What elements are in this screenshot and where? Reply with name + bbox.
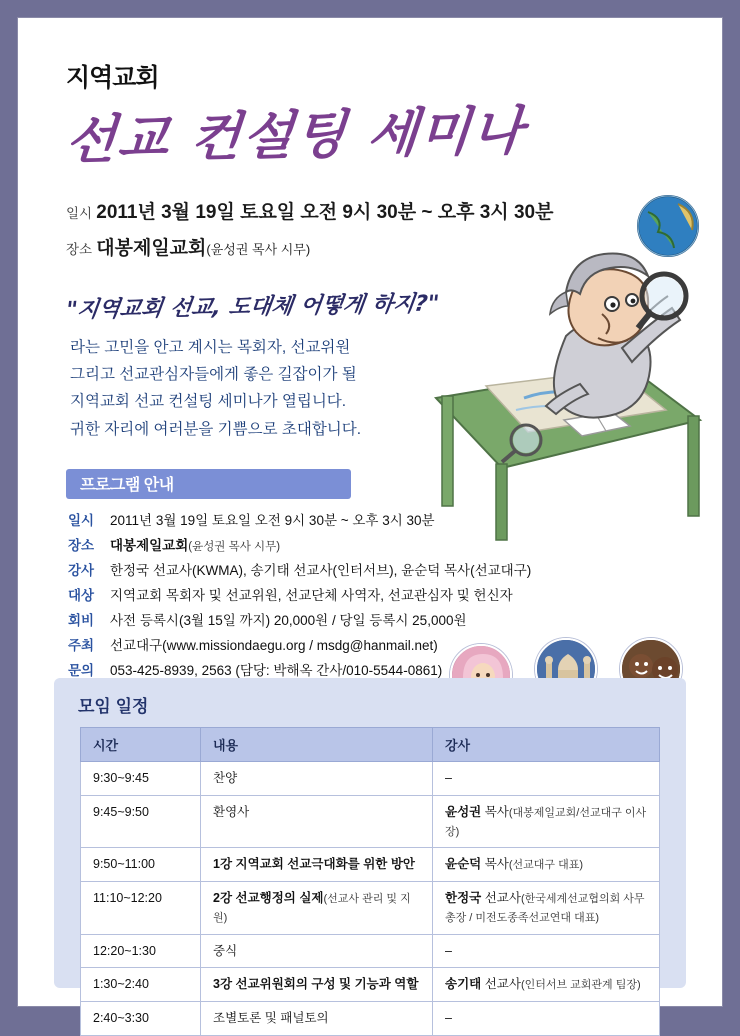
speaker-role: 목사: [484, 857, 509, 872]
poster-canvas: [18, 18, 722, 1025]
cell-speaker: –: [433, 762, 660, 796]
speaker-affiliation: (선교대구 대표): [508, 859, 584, 872]
program-key: 일시: [68, 512, 95, 528]
program-value: 선교대구(www.missiondaegu.org / msdg@hanmail.net): [110, 637, 438, 653]
col-time: 시간: [81, 728, 201, 762]
table-row: [81, 968, 660, 1002]
speaker-affiliation: (한국세계선교협의회 사무총장 / 미전도종족선교연대 대표): [445, 893, 645, 924]
cell-time: 1:30~2:40: [81, 968, 201, 1002]
speaker-role: 선교사: [484, 977, 521, 992]
header-place-note: (윤성권 목사 시무): [206, 242, 311, 258]
cell-content: 중식: [201, 934, 433, 968]
cell-speaker: [433, 795, 660, 848]
program-value: 한정국 선교사(KWMA), 송기태 선교사(인터서브), 윤순덕 목사(선교대구): [110, 562, 532, 578]
content-title: 3강 선교위원회의 구성 및 기능과 역할: [213, 977, 419, 992]
program-key: 장소: [68, 537, 95, 553]
table-row: [81, 848, 660, 882]
table-row: [81, 1002, 660, 1036]
intro-question: "지역교회 선교, 도대체 어떻게 하지?": [64, 291, 441, 324]
content-note: (선교사 관리 및 지원): [213, 893, 411, 924]
program-key: 강사: [68, 562, 95, 578]
header-kicker: 지역교회: [66, 64, 159, 92]
program-key: 대상: [68, 587, 95, 603]
cell-speaker: –: [433, 934, 660, 968]
table-header-row: [81, 728, 660, 762]
illustration-man-with-globe: [416, 188, 712, 548]
schedule-panel: [54, 678, 686, 1025]
speaker-affiliation: (인터서브 교회관계 팀장): [520, 979, 641, 992]
cell-content: [201, 848, 433, 882]
program-value-note: (윤성권 목사 시무): [188, 540, 281, 553]
intro-line-3: 지역교회 선교 컨설팅 세미나가 열립니다.: [70, 393, 347, 411]
program-row: [68, 559, 722, 584]
cell-time: 9:50~11:00: [81, 848, 201, 882]
table-row: [81, 795, 660, 848]
intro-line-1: 라는 고민을 안고 계시는 목회자, 선교위원: [70, 339, 351, 357]
speaker-name: 송기태: [445, 977, 482, 992]
cell-speaker: [433, 882, 660, 935]
program-value: 2011년 3월 19일 토요일 오전 9시 30분 ~ 오후 3시 30분: [110, 512, 435, 528]
cell-content: 조별토론 및 패널토의: [201, 1002, 433, 1036]
speaker-affiliation: (대봉제일교회/선교대구 이사장): [445, 806, 647, 838]
header-date-value: 2011년 3월 19일 토요일 오전 9시 30분 ~ 오후 3시 30분: [96, 202, 554, 223]
table-row: [81, 934, 660, 968]
header-place-value: 대봉제일교회: [96, 238, 207, 260]
page-title: 선교 컨설팅 세미나: [63, 101, 528, 171]
cell-time: 11:10~12:20: [81, 882, 201, 935]
speaker-name: 한정국: [445, 891, 482, 905]
program-row: [68, 584, 722, 609]
program-value: [110, 534, 280, 559]
cell-time: 9:45~9:50: [81, 795, 201, 848]
cell-content: [201, 882, 433, 935]
program-key: 주최: [68, 637, 95, 653]
cell-speaker: [433, 848, 660, 882]
cell-time: 2:40~3:30: [81, 1002, 201, 1036]
cell-time: 9:30~9:45: [81, 762, 201, 796]
header-date-label: 일시: [66, 206, 93, 221]
col-speaker: 강사: [433, 728, 660, 762]
program-value: 지역교회 목회자 및 선교위원, 선교단체 사역자, 선교관심자 및 헌신자: [110, 587, 513, 603]
cell-time: 12:20~1:30: [81, 934, 201, 968]
program-row: [68, 609, 722, 634]
col-content: 내용: [201, 728, 433, 762]
program-heading: 프로그램 안내: [66, 469, 351, 499]
table-row: [81, 882, 660, 935]
intro-line-2: 그리고 선교관심자들에게 좋은 길잡이가 될: [70, 366, 357, 384]
content-title: 1강 지역교회 선교극대화를 위한 방안: [213, 857, 415, 872]
intro-line-4: 귀한 자리에 여러분을 기쁨으로 초대합니다.: [70, 420, 362, 438]
schedule-table: [80, 727, 660, 1036]
cell-content: 찬양: [201, 762, 433, 796]
content-title: 2강 선교행정의 실제: [213, 891, 324, 905]
table-row: [81, 762, 660, 796]
schedule-title: 모임 일정: [78, 697, 149, 716]
program-key: 회비: [68, 612, 95, 628]
program-value: 053-425-8939, 2563 (담당: 박해옥 간사/010-5544-0861): [110, 662, 443, 678]
cell-content: 환영사: [201, 795, 433, 848]
cell-speaker: [433, 968, 660, 1002]
header-place-label: 장소: [66, 242, 93, 258]
cell-content: [201, 968, 433, 1002]
speaker-name: 윤순덕: [445, 857, 482, 872]
speaker-role: 선교사: [484, 891, 521, 905]
speaker-name: 윤성권: [445, 804, 482, 819]
program-key: 문의: [68, 662, 95, 678]
cell-speaker: –: [433, 1002, 660, 1036]
program-value-main: 대봉제일교회: [110, 537, 189, 553]
program-value: 사전 등록시(3월 15일 까지) 20,000원 / 당일 등록시 25,000원: [110, 612, 467, 628]
speaker-role: 목사: [484, 804, 509, 819]
